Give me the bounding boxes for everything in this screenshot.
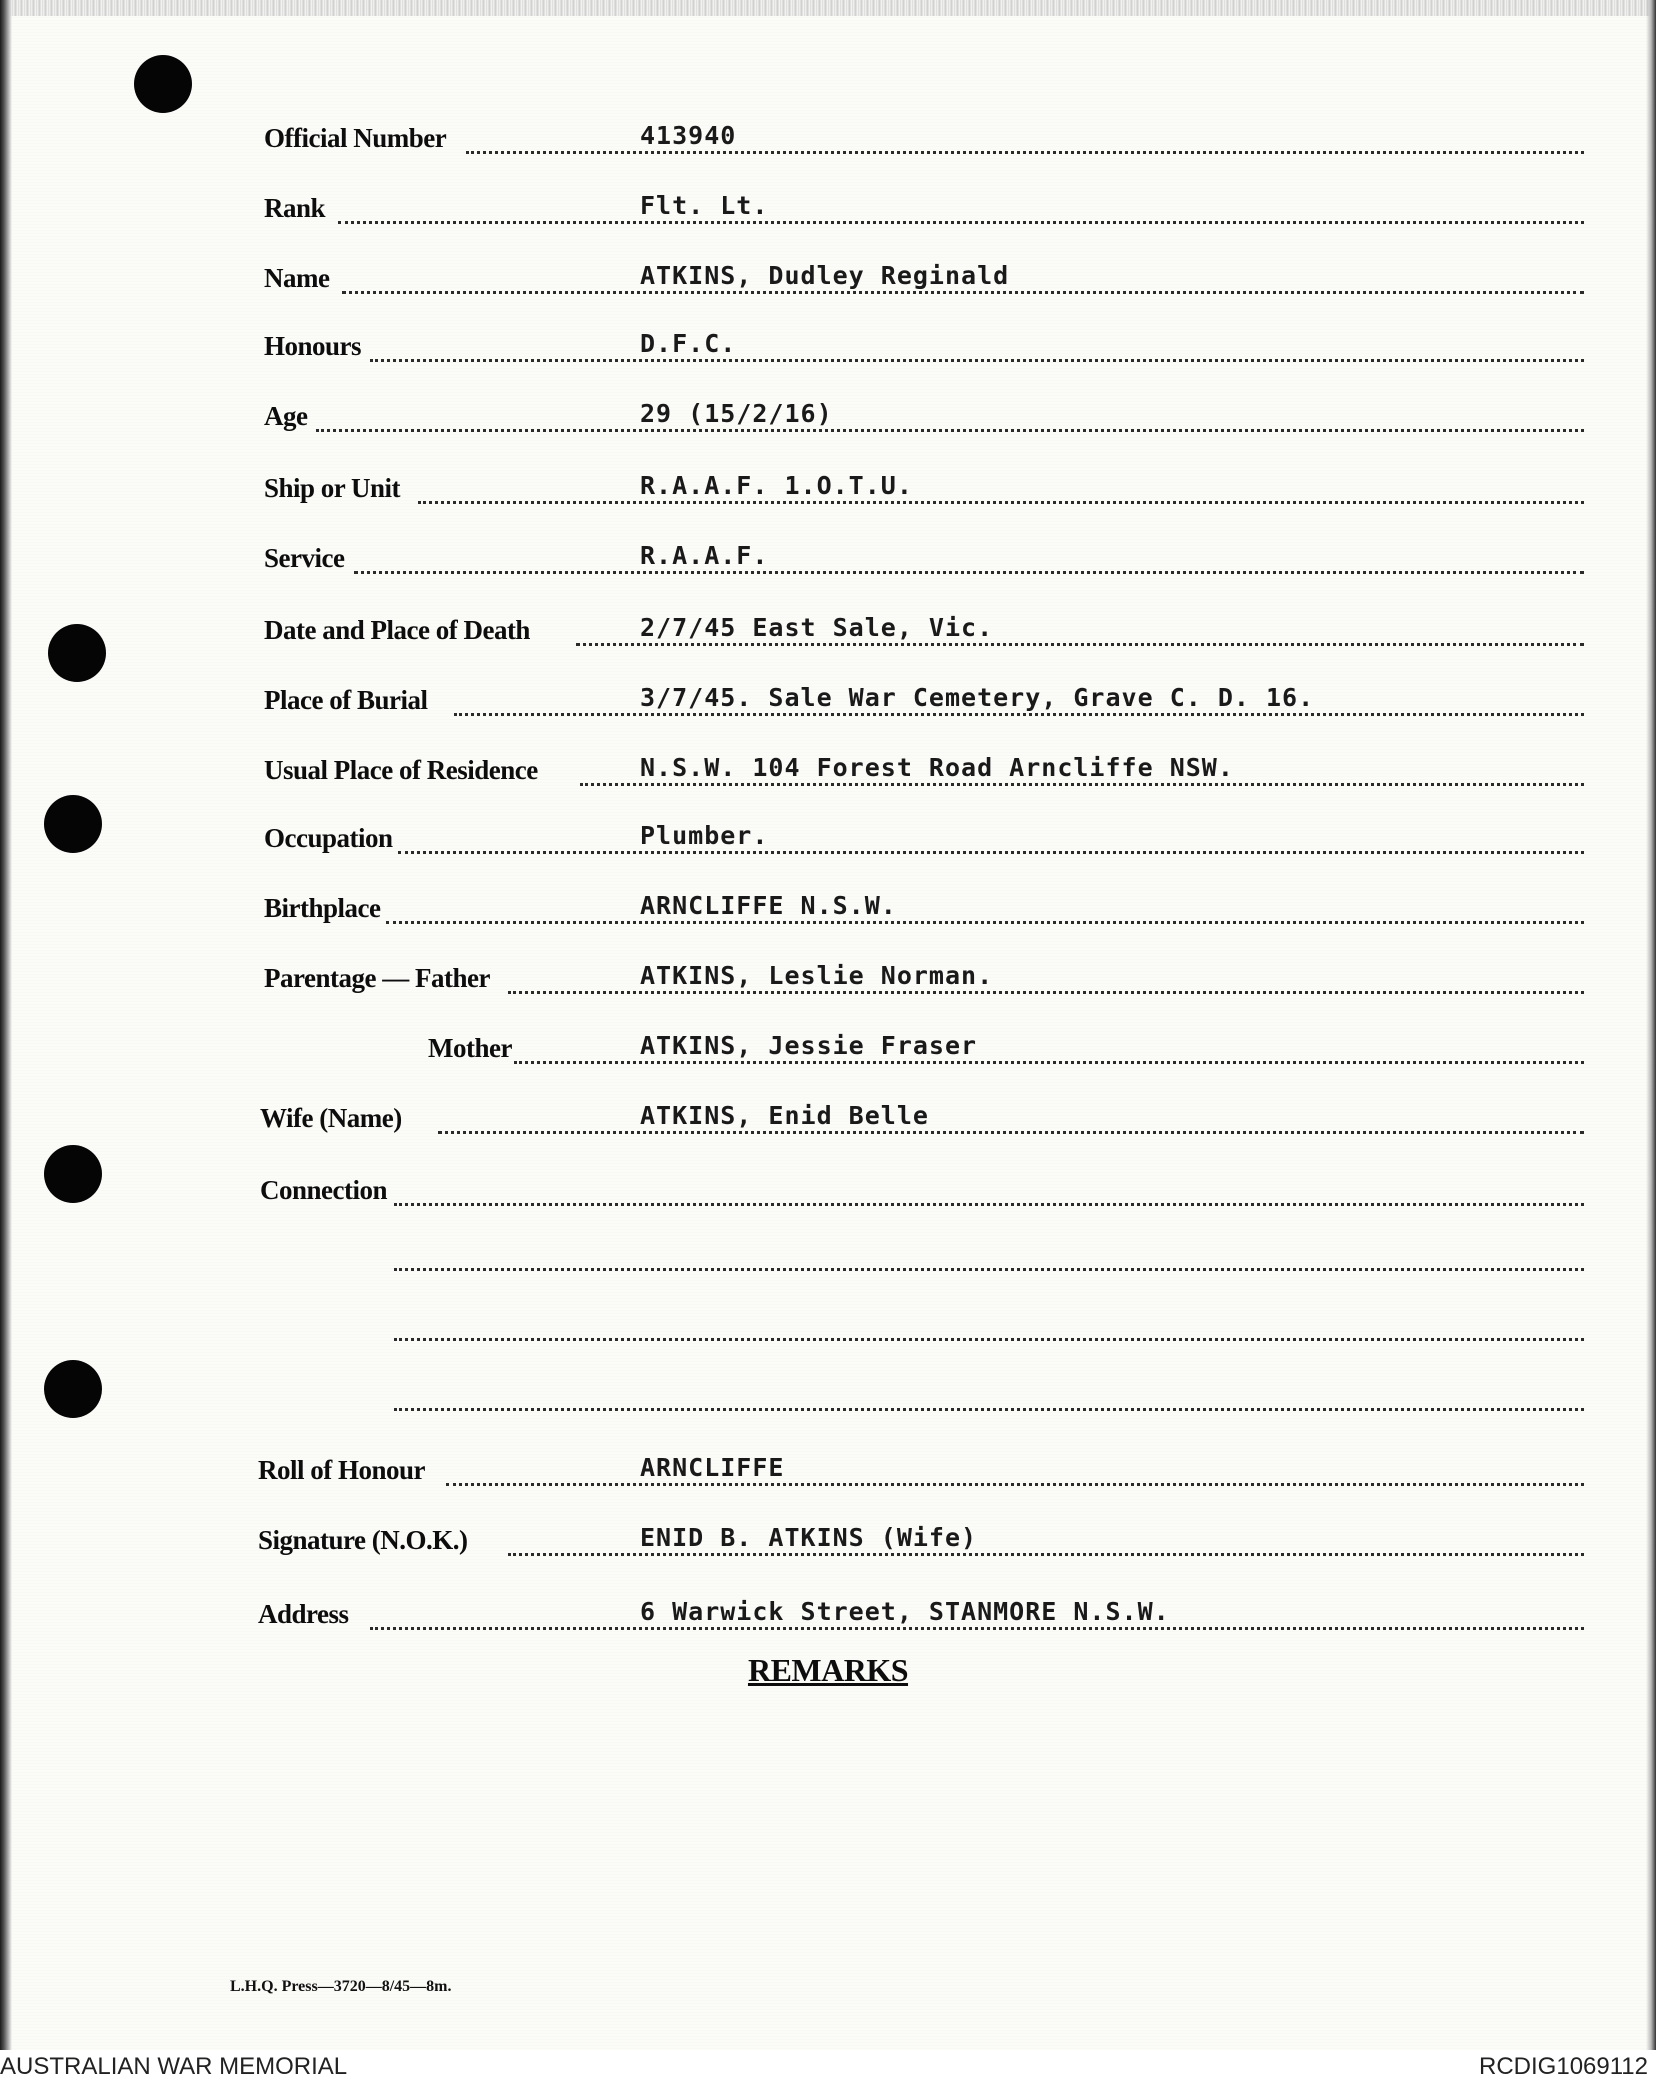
remarks-heading: REMARKS bbox=[747, 1652, 909, 1688]
dotted-line bbox=[370, 359, 1584, 362]
punch-hole bbox=[134, 55, 192, 113]
scan-top-edge bbox=[0, 0, 1656, 16]
printer-note: L.H.Q. Press—3720—8/45—8m. bbox=[230, 1978, 452, 1995]
field-label: Connection bbox=[260, 1175, 388, 1205]
field-rank bbox=[258, 188, 1584, 228]
dotted-line bbox=[342, 291, 1584, 294]
field-address bbox=[258, 1594, 1584, 1634]
punch-hole bbox=[44, 1360, 102, 1418]
field-roll-of-honour bbox=[258, 1450, 1584, 1490]
field-label: Service bbox=[264, 543, 345, 573]
field-service bbox=[258, 538, 1584, 578]
dotted-line bbox=[514, 1061, 1584, 1064]
punch-hole bbox=[44, 795, 102, 853]
field-label: Wife (Name) bbox=[260, 1103, 402, 1133]
field-value: R.A.A.F. bbox=[640, 541, 769, 570]
field-value: N.S.W. 104 Forest Road Arncliffe NSW. bbox=[640, 753, 1234, 782]
field-value: ATKINS, Leslie Norman. bbox=[640, 961, 994, 990]
dotted-line bbox=[338, 221, 1584, 224]
field-wife bbox=[258, 1098, 1584, 1138]
field-label: Occupation bbox=[264, 823, 393, 853]
field-birthplace bbox=[258, 888, 1584, 928]
field-label: Honours bbox=[264, 331, 362, 361]
field-mother bbox=[258, 1028, 1584, 1068]
field-signature bbox=[258, 1520, 1584, 1560]
dotted-line bbox=[454, 713, 1584, 716]
field-value: ATKINS, Dudley Reginald bbox=[640, 261, 1010, 290]
dotted-line bbox=[398, 851, 1584, 854]
field-value: R.A.A.F. 1.O.T.U. bbox=[640, 471, 913, 500]
dotted-line bbox=[438, 1131, 1584, 1134]
field-label: Roll of Honour bbox=[258, 1455, 426, 1485]
field-value: ATKINS, Jessie Fraser bbox=[640, 1031, 978, 1060]
field-label: Usual Place of Residence bbox=[264, 755, 538, 785]
continuation-line bbox=[394, 1268, 1584, 1271]
punch-hole bbox=[44, 1145, 102, 1203]
dotted-line bbox=[508, 1553, 1584, 1556]
field-value: 29 (15/2/16) bbox=[640, 399, 833, 428]
dotted-line bbox=[418, 501, 1584, 504]
scan-left-edge bbox=[0, 0, 12, 2050]
dotted-line bbox=[466, 151, 1584, 154]
footer-source: AUSTRALIAN WAR MEMORIAL bbox=[0, 2053, 348, 2080]
field-value: ARNCLIFFE N.S.W. bbox=[640, 891, 897, 920]
field-honours bbox=[258, 326, 1584, 366]
field-value: Flt. Lt. bbox=[640, 191, 769, 220]
dotted-line bbox=[508, 991, 1584, 994]
dotted-line bbox=[354, 571, 1584, 574]
dotted-line bbox=[576, 643, 1584, 646]
field-label: Parentage — Father bbox=[264, 963, 490, 993]
field-value: ENID B. ATKINS (Wife) bbox=[640, 1523, 978, 1552]
field-father bbox=[258, 958, 1584, 998]
footer-record-id: RCDIG1069112 bbox=[1479, 2053, 1648, 2080]
field-value: 2/7/45 East Sale, Vic. bbox=[640, 613, 994, 642]
field-age bbox=[258, 396, 1584, 436]
field-label: Name bbox=[264, 263, 330, 293]
field-label: Age bbox=[264, 401, 308, 431]
field-value: 413940 bbox=[640, 121, 737, 150]
field-label: Address bbox=[258, 1599, 349, 1629]
field-value: Plumber. bbox=[640, 821, 769, 850]
field-date-place-death bbox=[258, 610, 1584, 650]
field-value: ATKINS, Enid Belle bbox=[640, 1101, 929, 1130]
scan-right-edge bbox=[1646, 0, 1656, 2050]
field-name bbox=[258, 258, 1584, 298]
field-ship-or-unit bbox=[258, 468, 1584, 508]
field-label: Official Number bbox=[264, 123, 447, 153]
remarks-section bbox=[0, 1652, 1656, 1689]
field-label: Mother bbox=[428, 1033, 512, 1063]
continuation-line bbox=[394, 1408, 1584, 1411]
dotted-line bbox=[446, 1483, 1584, 1486]
punch-hole bbox=[48, 624, 106, 682]
field-label: Signature (N.O.K.) bbox=[258, 1525, 468, 1555]
continuation-line bbox=[394, 1338, 1584, 1341]
field-connection bbox=[258, 1170, 1584, 1210]
field-label: Ship or Unit bbox=[264, 473, 401, 503]
field-official-number bbox=[258, 118, 1584, 158]
field-value: ARNCLIFFE bbox=[640, 1453, 785, 1482]
field-label: Date and Place of Death bbox=[264, 615, 530, 645]
field-value: D.F.C. bbox=[640, 329, 737, 358]
field-usual-residence bbox=[258, 750, 1584, 790]
field-label: Place of Burial bbox=[264, 685, 428, 715]
field-occupation bbox=[258, 818, 1584, 858]
field-label: Rank bbox=[264, 193, 326, 223]
dotted-line bbox=[580, 783, 1584, 786]
dotted-line bbox=[386, 921, 1584, 924]
dotted-line bbox=[370, 1627, 1584, 1630]
field-place-of-burial bbox=[258, 680, 1584, 720]
field-value: 6 Warwick Street, STANMORE N.S.W. bbox=[640, 1597, 1170, 1626]
field-value: 3/7/45. Sale War Cemetery, Grave C. D. 16. bbox=[640, 683, 1315, 712]
dotted-line bbox=[316, 429, 1584, 432]
dotted-line bbox=[394, 1203, 1584, 1206]
field-label: Birthplace bbox=[264, 893, 381, 923]
